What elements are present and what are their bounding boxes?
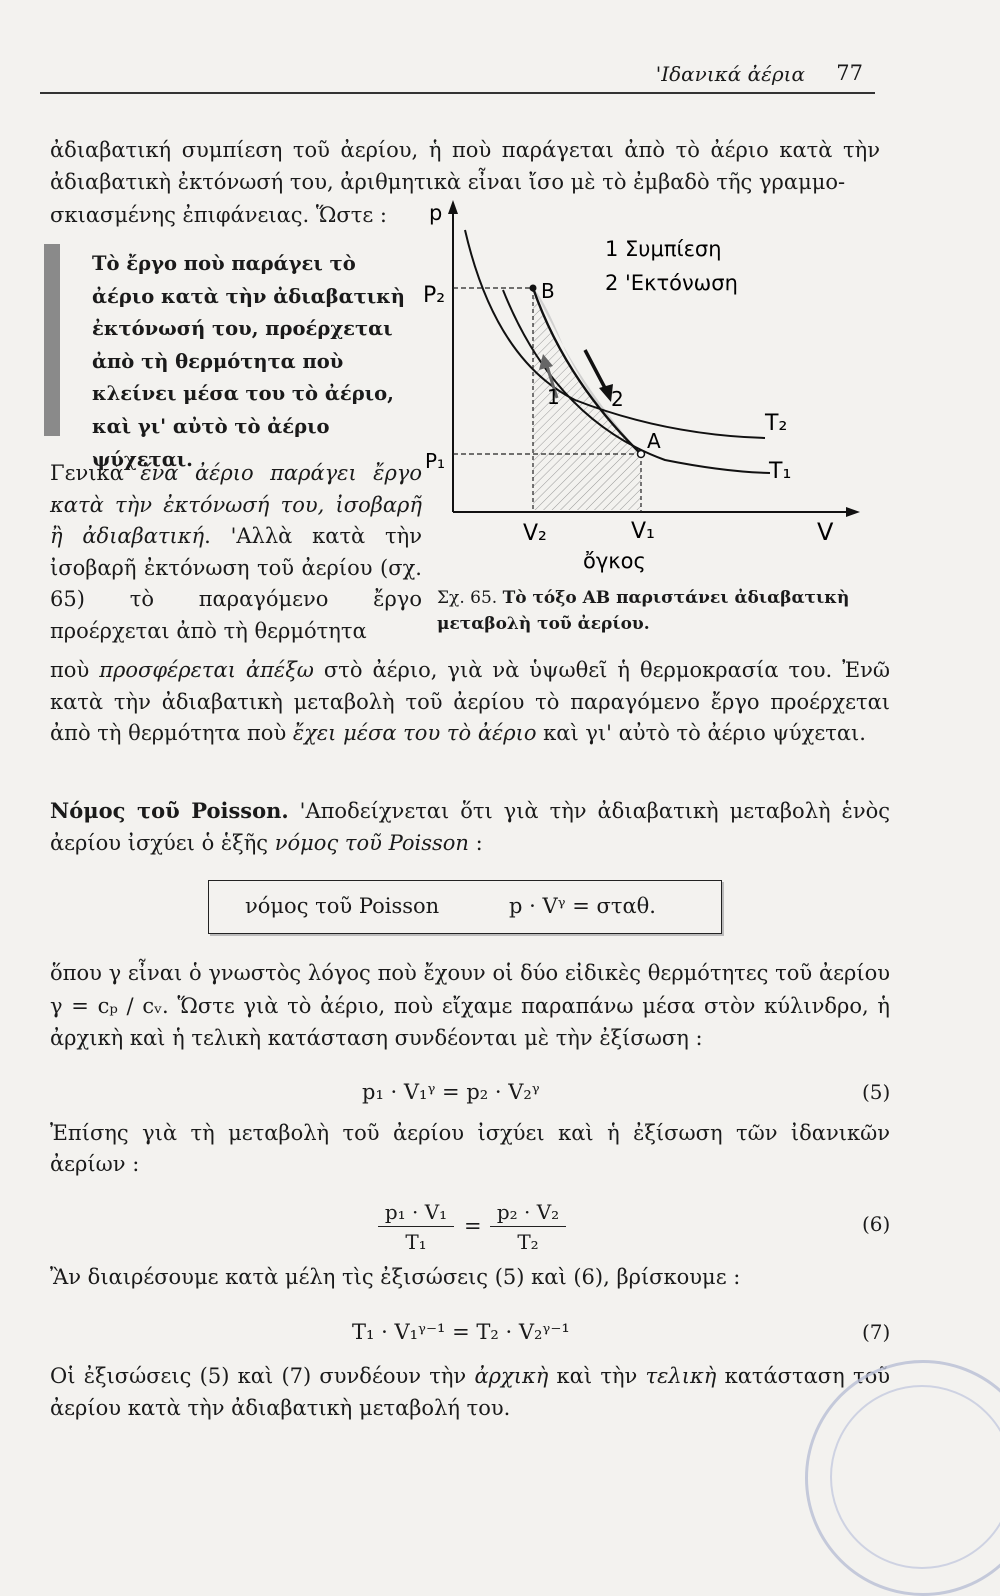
paragraph-general bbox=[50, 458, 422, 648]
caption-label: Σχ. 65. bbox=[437, 588, 498, 608]
arrow-label-2: 2 bbox=[611, 387, 624, 411]
section-heading: Νόμος τοῦ Poisson. bbox=[50, 798, 289, 823]
box-label: νόμος τοῦ Poisson bbox=[245, 894, 440, 918]
para2-italic: ἕνα ἀέριο παράγει ἔργο κατὰ τὴν ἐκτόνωσή του, ἰσοβαρῆ ἢ ἀδιαβατική bbox=[50, 461, 422, 549]
para3-end: καὶ γι' αὐτὸ τὸ ἀέριο ψύχεται. bbox=[536, 721, 866, 746]
label-point-a: A bbox=[647, 429, 661, 453]
label-v2: V₂ bbox=[523, 521, 547, 546]
equation-5: p₁ · V₁ᵞ = p₂ · V₂ᵞ bbox=[362, 1080, 540, 1104]
equation-7-number: (7) bbox=[862, 1320, 891, 1344]
para7-mid: καὶ τὴν bbox=[548, 1364, 646, 1388]
paragraph-gamma: ὅπου γ εἶναι ὁ γνωστὸς λόγος ποὺ ἔχουν οἱ δύο εἰδικὲς θερμότητες τοῦ ἀερίου γ = cₚ / cᵥ. Ὥστε γιὰ τὸ ἀέριο, ποὺ εἴχαμε παραπάνω μέσα στὸν κύλινδρο, ἡ ἀρχικὴ καὶ ἡ τελικὴ κατάσταση συνδέονται μὲ τὴν ἐξίσωση : bbox=[50, 961, 890, 1050]
eq6-left-numerator: p₁ · V₁ bbox=[378, 1200, 454, 1227]
box-formula: p · Vᵞ = σταθ. bbox=[509, 894, 656, 918]
point-b-marker bbox=[530, 285, 537, 292]
label-p1: P₁ bbox=[425, 449, 446, 473]
sidebar-marker bbox=[44, 244, 60, 436]
sidebar-highlight-text: Τὸ ἔργο ποὺ παράγει τὸ ἀέριο κατὰ τὴν ἀδιαβατικὴ ἐκτόνωσή του, προέρχεται ἀπὸ τὴ θερμότητα ποὺ κλείνει μέσα του τὸ ἀέριο, καὶ γι' αὐτὸ τὸ ἀέριο ψύχεται. bbox=[92, 252, 405, 471]
para2-start: Γενικὰ bbox=[50, 461, 141, 485]
label-t1: T₁ bbox=[769, 459, 792, 484]
expansion-arrow bbox=[585, 350, 605, 388]
label-point-b: B bbox=[541, 279, 555, 303]
paragraph-heat bbox=[50, 655, 890, 750]
legend-expansion: 2 'Εκτόνωση bbox=[605, 271, 738, 295]
para7-start: Οἱ ἐξισώσεις (5) καὶ (7) συνδέουν τὴν bbox=[50, 1364, 475, 1388]
page-header bbox=[40, 58, 875, 94]
poisson-law-paragraph bbox=[50, 795, 890, 859]
intro-tail: σκιασμένης ἐπιφάνειας. Ὥστε : bbox=[50, 203, 387, 227]
eq6-left-fraction bbox=[378, 1200, 454, 1254]
running-title: 'Ιδανικά ἀέρια bbox=[655, 62, 805, 86]
eq6-right-numerator: p₂ · V₂ bbox=[490, 1200, 566, 1227]
para7-italic1: ἀρχικὴ bbox=[474, 1364, 549, 1388]
law-colon: : bbox=[468, 831, 483, 855]
law-text: 'Αποδείχνεται ὅτι γιὰ τὴν ἀδιαβατικὴ μεταβολὴ ἑνὸς ἀερίου ἰσχύει ὁ ἑξῆς bbox=[50, 799, 890, 855]
axis-label-volume: ὄγκος bbox=[583, 549, 646, 573]
paragraph-conclusion bbox=[50, 1360, 890, 1424]
para3-mid: στὸ ἀέριο, γιὰ νὰ ὑψωθεῖ ἡ θερμοκρασία του. Ἐνῶ κατὰ τὴν ἀδιαβατικὴ μεταβολὴ τοῦ ἀερίου τὸ παραγόμενο ἔργο προέρχεται ἀπὸ τὴ θερμότητα ποὺ bbox=[50, 658, 890, 746]
eq6-left-denominator: T₁ bbox=[405, 1230, 427, 1254]
legend-compression: 1 Συμπίεση bbox=[605, 237, 722, 261]
equation-6-number: (6) bbox=[862, 1212, 891, 1236]
equation-5-number: (5) bbox=[862, 1080, 891, 1104]
para7-italic2: τελικὴ bbox=[645, 1364, 717, 1388]
intro-paragraph: ἀδιαβατική συμπίεση τοῦ ἀερίου, ἡ ποὺ παράγεται ἀπὸ τὸ ἀέριο κατὰ τὴν ἀδιαβατικὴ ἐκτόνωσή του, ἀριθμητικὰ εἶναι ἴσο μὲ τὸ ἐμβαδὸ τῆς γραμμο- bbox=[50, 138, 880, 194]
page-number: 77 bbox=[836, 61, 863, 85]
para3-start: ποὺ bbox=[50, 658, 100, 682]
y-axis-arrow bbox=[448, 200, 458, 214]
x-axis-arrow bbox=[846, 507, 860, 517]
poisson-law-box bbox=[208, 880, 722, 934]
axis-label-v: V bbox=[817, 518, 834, 546]
label-t2: T₂ bbox=[765, 411, 788, 436]
para2-end: . 'Αλλὰ κατὰ τὴν ἰσοβαρῆ ἐκτόνωση τοῦ ἀερίου (σχ. 65) τὸ παραγόμενο ἔργο προέρχεται ἀπὸ τὴ θερμότητα bbox=[50, 524, 422, 643]
paragraph-ideal-gas: Ἐπίσης γιὰ τὴ μεταβολὴ τοῦ ἀερίου ἰσχύει καὶ ἡ ἐξίσωση τῶν ἰδανικῶν ἀερίων : bbox=[50, 1121, 890, 1176]
figure-caption bbox=[437, 585, 867, 637]
eq6-equals: = bbox=[464, 1214, 482, 1238]
eq6-right-fraction bbox=[490, 1200, 566, 1254]
equation-7: T₁ · V₁ᵞ⁻¹ = T₂ · V₂ᵞ⁻¹ bbox=[352, 1320, 570, 1344]
label-p2: P₂ bbox=[423, 283, 446, 308]
arrow-label-1: 1 bbox=[547, 385, 560, 409]
library-stamp-inner bbox=[830, 1385, 1000, 1569]
paragraph-divide: Ἂν διαιρέσουμε κατὰ μέλη τὶς ἐξισώσεις (5) καὶ (6), βρίσκουμε : bbox=[50, 1265, 741, 1289]
eq6-right-denominator: T₂ bbox=[517, 1230, 539, 1254]
axis-label-p: p bbox=[429, 201, 443, 225]
pv-diagram bbox=[405, 190, 875, 580]
point-a-marker bbox=[638, 451, 645, 458]
para7-end: κατάσταση τοῦ ἀερίου κατὰ τὴν ἀδιαβατικὴ μεταβολή του. bbox=[50, 1364, 890, 1420]
law-italic: νόμος τοῦ Poisson bbox=[274, 831, 469, 855]
caption-text: Τὸ τόξο AB παριστάνει ἀδιαβατικὴ μεταβολὴ τοῦ ἀερίου. bbox=[437, 588, 850, 634]
para3-italic1: προσφέρεται ἀπέξω bbox=[99, 658, 314, 682]
label-v1: V₁ bbox=[631, 519, 655, 544]
para3-italic2: ἔχει μέσα του τὸ ἀέριο bbox=[292, 721, 537, 746]
